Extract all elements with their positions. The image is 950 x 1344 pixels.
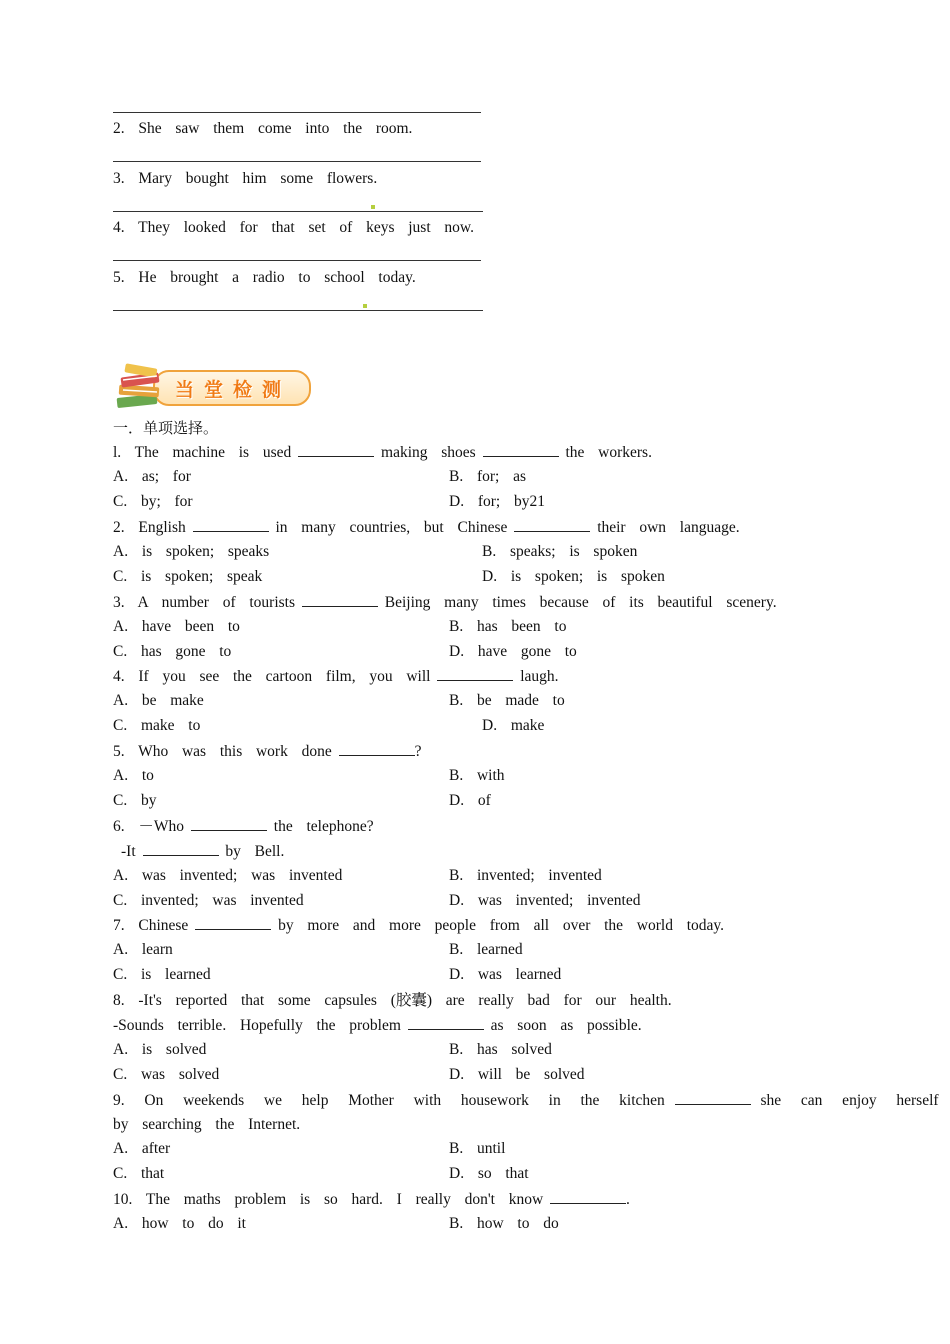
option-a[interactable]: A. be make xyxy=(113,692,204,709)
option-d[interactable]: D. was learned xyxy=(449,966,562,983)
option-c[interactable]: C. by xyxy=(113,792,157,809)
question-7 xyxy=(113,915,724,936)
question-text: -It xyxy=(121,843,136,860)
option-c[interactable]: C. is spoken; speak xyxy=(113,568,263,585)
option-a[interactable]: A. how to do it xyxy=(113,1215,246,1232)
option-a[interactable]: A. to xyxy=(113,767,154,784)
answer-line[interactable] xyxy=(113,310,483,311)
question-5 xyxy=(113,741,421,762)
question-text: 7. Chinese xyxy=(113,917,189,934)
option-b[interactable]: B. be made to xyxy=(449,692,565,709)
question-6 xyxy=(113,816,374,837)
option-a[interactable]: A. was invented; was invented xyxy=(113,867,343,884)
option-b[interactable]: B. has solved xyxy=(449,1041,552,1058)
option-b[interactable]: B. speaks; is spoken xyxy=(482,543,638,560)
answer-blank[interactable] xyxy=(675,1090,751,1105)
option-b[interactable]: B. invented; invented xyxy=(449,867,602,884)
option-b[interactable]: B. for; as xyxy=(449,468,527,485)
answer-line[interactable] xyxy=(113,211,483,212)
rewrite-item: 2. She saw them come into the room. xyxy=(113,120,413,137)
answer-blank[interactable] xyxy=(550,1189,626,1204)
option-b[interactable]: B. how to do xyxy=(449,1215,559,1232)
option-c[interactable]: C. invented; was invented xyxy=(113,892,304,909)
answer-line[interactable] xyxy=(113,161,481,162)
question-text: ? xyxy=(414,743,422,760)
answer-blank[interactable] xyxy=(302,592,378,607)
option-c[interactable]: C. make to xyxy=(113,717,201,734)
question-2 xyxy=(113,517,740,538)
option-c[interactable]: C. has gone to xyxy=(113,643,232,660)
question-text: l. The machine is used xyxy=(113,444,292,461)
answer-line[interactable] xyxy=(113,112,481,113)
question-text: 10. The maths problem is so hard. I really don't know xyxy=(113,1191,544,1208)
option-a[interactable]: A. is solved xyxy=(113,1041,207,1058)
option-c[interactable]: C. that xyxy=(113,1165,165,1182)
question-3 xyxy=(113,592,777,613)
answer-blank[interactable] xyxy=(483,442,559,457)
question-text: Beijing many times because of its beautiful scenery. xyxy=(384,594,777,611)
option-d[interactable]: D. have gone to xyxy=(449,643,577,660)
question-8 xyxy=(113,991,672,1011)
banner-title: 当堂检测 xyxy=(175,379,292,401)
answer-line[interactable] xyxy=(113,260,481,261)
option-d[interactable]: D. was invented; invented xyxy=(449,892,641,909)
option-d[interactable]: D. for; by21 xyxy=(449,493,545,510)
question-9 xyxy=(113,1090,939,1111)
option-d[interactable]: D. will be solved xyxy=(449,1066,585,1083)
option-b[interactable]: B. has been to xyxy=(449,618,567,635)
answer-blank[interactable] xyxy=(298,442,374,457)
question-text: . xyxy=(626,1191,630,1208)
section-banner xyxy=(113,362,309,412)
question-1 xyxy=(113,442,652,463)
rewrite-item: 5. He brought a radio to school today. xyxy=(113,269,416,286)
option-a[interactable]: A. as; for xyxy=(113,468,191,485)
rewrite-item: 3. Mary bought him some flowers. xyxy=(113,170,378,187)
question-text: 3. A number of tourists xyxy=(113,594,296,611)
option-d[interactable]: D. of xyxy=(449,792,491,809)
option-d[interactable]: D. make xyxy=(482,717,545,734)
answer-blank[interactable] xyxy=(339,741,415,756)
question-text: laugh. xyxy=(520,668,559,685)
question-text: the telephone? xyxy=(273,818,374,835)
question-text: as soon as possible. xyxy=(490,1017,642,1034)
question-4 xyxy=(113,666,559,687)
answer-blank[interactable] xyxy=(408,1015,484,1030)
question-text: -Sounds terrible. Hopefully the problem xyxy=(113,1017,401,1034)
option-a[interactable]: A. have been to xyxy=(113,618,240,635)
question-text: 2. English xyxy=(113,519,186,536)
question-text: by Bell. xyxy=(225,843,285,860)
answer-blank[interactable] xyxy=(195,915,271,930)
question-text: she can enjoy herself xyxy=(760,1092,939,1109)
question-text: the workers. xyxy=(565,444,652,461)
question-text: by searching the Internet. xyxy=(113,1116,301,1133)
question-9-cont xyxy=(113,1115,300,1135)
option-d[interactable]: D. so that xyxy=(449,1165,529,1182)
answer-blank[interactable] xyxy=(191,816,267,831)
books-icon xyxy=(113,362,169,414)
question-text: their own language. xyxy=(597,519,740,536)
question-text: by more and more people from all over the world today. xyxy=(278,917,725,934)
question-8-reply xyxy=(113,1015,642,1036)
option-b[interactable]: B. until xyxy=(449,1140,506,1157)
option-d[interactable]: D. is spoken; is spoken xyxy=(482,568,665,585)
rewrite-item: 4. They looked for that set of keys just now. xyxy=(113,219,474,236)
question-6-reply xyxy=(121,841,284,862)
question-text: 4. If you see the cartoon film, you will xyxy=(113,668,431,685)
option-a[interactable]: A. is spoken; speaks xyxy=(113,543,270,560)
banner-frame xyxy=(153,370,311,406)
answer-blank[interactable] xyxy=(143,841,219,856)
question-text: 9. On weekends we help Mother with housework in the kitchen xyxy=(113,1092,665,1109)
option-a[interactable]: A. learn xyxy=(113,941,173,958)
answer-blank[interactable] xyxy=(437,666,513,681)
answer-blank[interactable] xyxy=(514,517,590,532)
question-text: 5. Who was this work done xyxy=(113,743,332,760)
option-c[interactable]: C. was solved xyxy=(113,1066,220,1083)
question-text: 8. -It's reported that some capsules (胶囊) are really bad for our health. xyxy=(113,992,672,1009)
question-10 xyxy=(113,1189,630,1210)
section-heading: 一．单项选择。 xyxy=(113,419,219,437)
question-text: making shoes xyxy=(381,444,476,461)
marker-dot xyxy=(371,205,375,209)
marker-dot xyxy=(363,304,367,308)
option-c[interactable]: C. by; for xyxy=(113,493,193,510)
question-text: in many countries, but Chinese xyxy=(275,519,508,536)
question-text: 6. －Who xyxy=(113,818,185,835)
answer-blank[interactable] xyxy=(193,517,269,532)
option-a[interactable]: A. after xyxy=(113,1140,171,1157)
option-c[interactable]: C. is learned xyxy=(113,966,211,983)
option-b[interactable]: B. with xyxy=(449,767,505,784)
option-b[interactable]: B. learned xyxy=(449,941,523,958)
